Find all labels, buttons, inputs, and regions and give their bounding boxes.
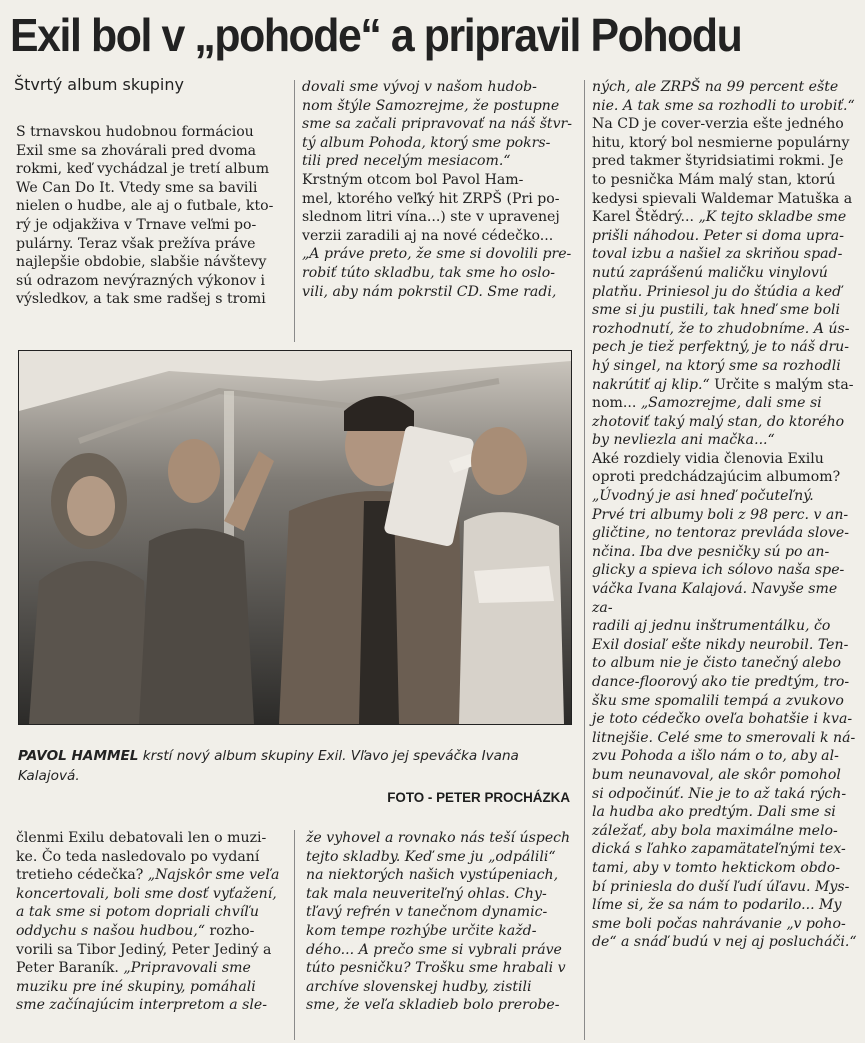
- question-text: Na CD je cover-verzia ešte jedného hitu, ktorý bol nesmierne populárny pred takmer štyridsiatimi rokmi. Je to pesnička Mám malý stan, ktorú kedysi spievali Waldemar Matuška a Karel Štědrý...: [592, 116, 853, 226]
- column-3: [592, 78, 862, 952]
- quote-paragraph: že vyhovel a rovnako nás teší úspech tejto skladby. Keď sme ju „odpálili“ na niektorých našich vystúpeniach, tak mala neuveriteľný ohlas. Chy- tľavý refrén v tanečnom dynamic- kom tempe rozhýbe určite každ- dého... A prečo sme si vybrali práve túto pesničku? Trošku sme hrabali v archíve slovenskej hudby, zistili sme, že veľa skladieb bolo prerobe-: [306, 830, 571, 1014]
- attribution-text: rozho- vorili sa Tibor Jediný, Peter Jediný a Peter Baraník.: [16, 922, 272, 977]
- paragraph: S trnavskou hudobnou formáciou Exil sme sa zhovárali pred dvoma rokmi, keď vychádzal je tretí album We Can Do It. Vtedy sme sa bavili nielen o hudbe, ale aj o futbale, kto- rý je odjakživa v Trnave veľmi po- pulárny. Teraz však prežíva práve najlepšie obdobie, slabšie návštevy sú odrazom nevýrazných výkonov i výsledkov, a tak sme radšej s tromi: [16, 124, 274, 308]
- photo-credit: FOTO - PETER PROCHÁZKA: [387, 790, 570, 805]
- column-separator: [294, 80, 295, 342]
- column-2-bottom: [306, 829, 580, 1015]
- photo: [18, 350, 572, 725]
- quote-text: „K tejto skladbe sme prišli náhodou. Peter si doma upra- toval izbu a našiel za skriňou spad- nutú zaprášenú maličku vinylovú platňu. Priniesol ju do štúdia a keď sme si ju pustili, tak hneď sme boli rozhodnutí, že to zhudobníme. A ús- pech je tiež perfektný, je to náš dru- hý singel, na ktorý sme sa rozhodli nakrútiť aj klip.“: [592, 209, 850, 393]
- question-text: členmi Exilu debatovali len o muzi- ke. Čo teda nasledovalo po vydaní tretieho cédečka?: [16, 830, 267, 884]
- quote-paragraph: dovali sme vývoj v našom hudob- nom štýle Samozrejme, že postupne sme sa začali pripravovať na náš štvr- tý album Pohoda, ktorý sme pokrs- tili pred necelým mesiacom.“: [302, 79, 573, 170]
- photo-illustration: [19, 351, 571, 724]
- question-paragraph: Aké rozdiely vidia členovia Exilu oproti predchádzajúcim albumom?: [592, 450, 841, 486]
- column-1-top: [16, 123, 286, 309]
- headline: Exil bol v „pohode“ a pripravil Pohodu: [10, 9, 742, 61]
- column-1-bottom: [16, 829, 286, 1015]
- question-text: Určite s malým sta- nom...: [592, 376, 854, 412]
- column-separator: [294, 830, 295, 1040]
- caption-text: krstí nový album skupiny Exil. Vľavo jej speváčka Ivana Kalajová.: [18, 748, 519, 784]
- caption-name: PAVOL HAMMEL: [18, 748, 139, 764]
- quote-paragraph: ných, ale ZRPŠ na 99 percent ešte nie. A tak sme sa rozhodli to urobiť.“: [592, 79, 855, 114]
- column-2-top: [302, 78, 580, 301]
- quote-paragraph: „A práve preto, že sme si dovolili pre- robiť túto skladbu, tak sme ho oslo- vili, aby nám pokrstil CD. Sme radi,: [302, 246, 572, 300]
- quote-text: „Najskôr sme veľa koncertovali, boli sme dosť vyťažení, a tak sme si potom dopriali chvíľu oddychu s našou hudbou,“: [16, 867, 280, 939]
- paragraph: [16, 829, 286, 1015]
- quote-text: „Pripravovali sme muziku pre iné skupiny, pomáhali sme začínajúcim interpretom a sle-: [16, 960, 267, 1014]
- photo-caption: [18, 746, 578, 786]
- subheading: Štvrtý album skupiny: [14, 75, 184, 94]
- quote-text: „Samozrejme, dali sme si zhotoviť taký malý stan, do ktorého by nevliezla ani mačka...“: [592, 395, 845, 449]
- question-paragraph: [592, 115, 862, 450]
- column-separator: [584, 80, 585, 1040]
- question-paragraph: Krstným otcom bol Pavol Ham- mel, ktorého veľký hit ZRPŠ (Pri po- slednom litri vína...) ste v upravenej verzii zaradili aj na nové cédečko...: [302, 171, 560, 244]
- quote-paragraph: „Úvodný je asi hneď počuteľný. Prvé tri albumy boli z 98 perc. v an- gličtine, no tentoraz prevláda slove- nčina. Iba dve pesničky sú po an- glicky a spieva ich sólovo naša spe- váčka Ivana Kalajová. Navyše sme za- radili aj jednu inštrumentálku, čo Exil dosiaľ ešte nikdy neurobil. Ten- to album nie je čisto tanečný alebo dance-floorový ako tie predtým, tro- šku sme spomalili tempá a zvukovo je toto cédečko oveľa bohatšie i kva- litnejšie. Celé sme to smerovali k ná- zvu Pohoda a išlo nám o to, aby al- bum neunavoval, ale skôr pomohol si odpočinúť. Nie je to až taká rých- la hudba ako predtým. Dali sme si záležať, aby bola maximálne melo- dická s ľahko zapamätateľnými tex- tami, aby v tomto hektickom obdo- bí priniesla do duší ľudí úľavu. Mys- líme si, že sa nám to podarilo... My sme boli počas nahrávanie „v poho- de“ a snáď budú v nej aj poslucháči.“: [592, 488, 857, 951]
